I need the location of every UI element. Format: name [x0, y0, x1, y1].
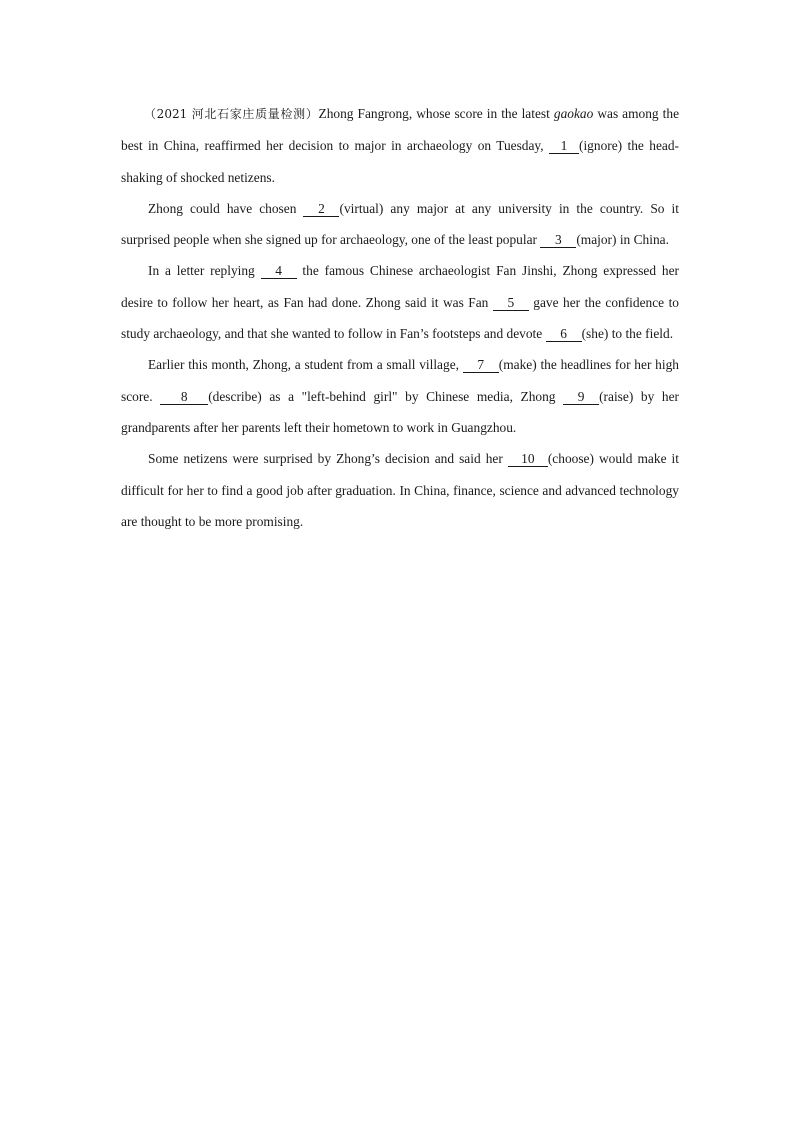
p1-text-c: (ignore) the head-shaking of shocked netizens. [121, 138, 680, 185]
paragraph-5 [121, 443, 679, 537]
blank-6[interactable]: 6 [546, 327, 582, 342]
blank-4[interactable]: 4 [261, 264, 297, 279]
p1-italic-word: gaokao [553, 106, 594, 121]
blank-2[interactable]: 2 [303, 202, 339, 217]
blank-3[interactable]: 3 [540, 233, 576, 248]
p1-text-b: was among the best in China, reaffirmed her decision to major in archaeology on Tuesday, [121, 106, 680, 154]
blank-7[interactable]: 7 [463, 358, 499, 373]
paragraph-4 [121, 349, 679, 443]
blank-9[interactable]: 9 [563, 390, 599, 405]
blank-8[interactable]: 8 [160, 390, 208, 405]
p2-text-c: (major) in China. [576, 232, 669, 248]
blank-1[interactable]: 1 [549, 139, 579, 154]
p1-text-a: Zhong Fangrong, whose score in the latest [318, 106, 554, 121]
p4-text-b: (make) the headlines for her high score. [121, 357, 679, 404]
p5-text-b: (choose) would make it difficult for her to find a good job after graduation. In China, finance, science and advanced technology are thought to be more promising. [121, 451, 679, 529]
paragraph-2 [121, 193, 679, 256]
p4-text-d: (raise) by her grandparents after her parents left their hometown to work in Guangzhou. [121, 388, 679, 435]
blank-5[interactable]: 5 [493, 296, 529, 311]
p3-text-d: (she) to the field. [581, 326, 674, 342]
blank-10[interactable]: 10 [508, 452, 548, 467]
p2-text-b: (virtual) any major at any university in the country. So it surprised people when she signed up for archaeology, one of the least popular [121, 200, 679, 248]
source-label: （2021 河北石家庄质量检测） [144, 107, 319, 121]
paragraph-1 [121, 98, 679, 193]
p4-text-c: (describe) as a "left-behind girl" by Chinese media, Zhong [208, 388, 564, 404]
paragraph-3 [121, 255, 679, 349]
p3-text-a: In a letter replying [148, 263, 261, 279]
p3-text-c: gave her the confidence to study archaeology, and that she wanted to follow in Fan’s footsteps and devote [121, 294, 679, 342]
p4-text-a: Earlier this month, Zhong, a student from a small village, [148, 357, 463, 373]
cloze-passage [121, 98, 679, 537]
p5-text-a: Some netizens were surprised by Zhong’s decision and said her [148, 451, 508, 467]
p3-text-b: the famous Chinese archaeologist Fan Jinshi, Zhong expressed her desire to follow her heart, as Fan had done. Zhong said it was Fan [121, 263, 679, 310]
p2-text-a: Zhong could have chosen [148, 200, 304, 216]
